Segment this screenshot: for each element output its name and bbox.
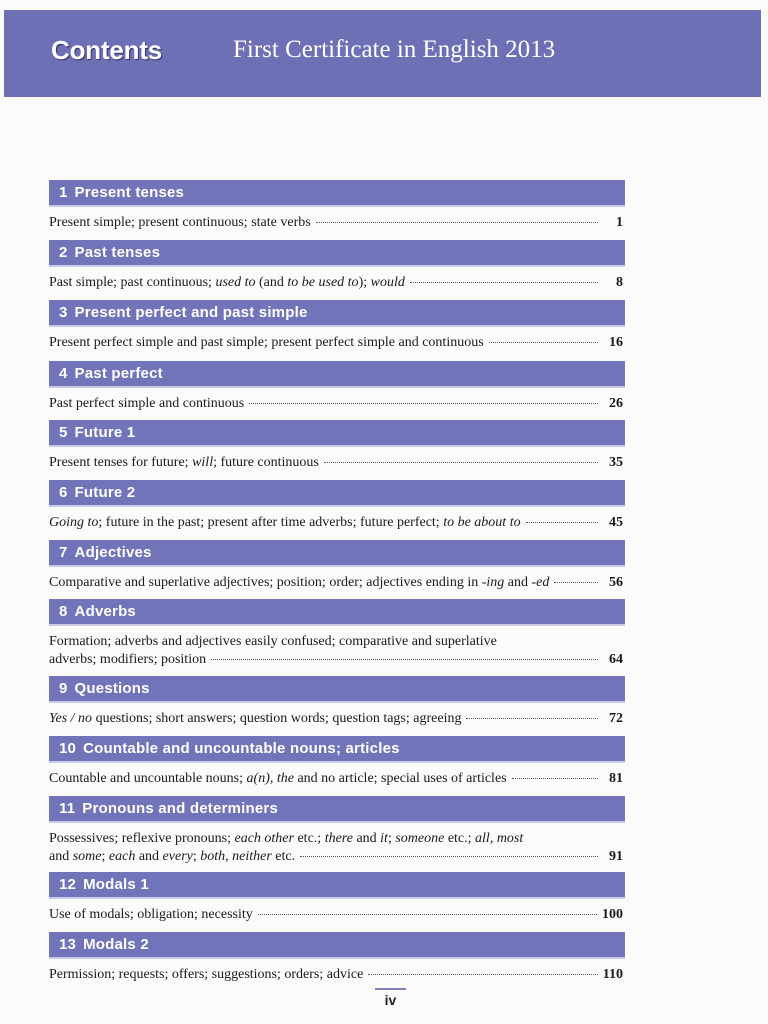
topic-line xyxy=(49,848,623,866)
page-reference[interactable]: 110 xyxy=(602,967,623,982)
topic-term: will xyxy=(192,455,214,470)
unit-topics xyxy=(49,334,625,352)
topic-term: Going to xyxy=(49,515,99,530)
unit-topics xyxy=(49,710,625,728)
topic-text xyxy=(49,848,295,866)
unit-2 xyxy=(49,240,625,292)
page-reference[interactable]: 81 xyxy=(609,771,623,786)
topic-line xyxy=(49,830,623,848)
topic-term: -ing xyxy=(481,575,505,590)
unit-topics xyxy=(49,906,625,924)
dot-leader xyxy=(368,974,597,975)
topic-segment: Present simple; present continuous; state verbs xyxy=(49,215,311,230)
page-number: iv xyxy=(375,988,406,1008)
unit-heading[interactable] xyxy=(49,736,625,761)
unit-heading[interactable] xyxy=(49,420,625,445)
unit-title: Questions xyxy=(74,680,150,697)
unit-7 xyxy=(49,540,625,592)
dot-leader xyxy=(300,856,598,857)
unit-number: 13 xyxy=(59,936,77,953)
unit-heading[interactable] xyxy=(49,599,625,624)
unit-topics xyxy=(49,395,625,413)
dot-leader xyxy=(211,659,598,660)
topic-term: both, neither xyxy=(200,849,272,864)
page-reference[interactable]: 16 xyxy=(609,335,623,350)
topic-term: each other xyxy=(234,831,294,846)
page-reference[interactable]: 45 xyxy=(609,515,623,530)
unit-1 xyxy=(49,180,625,232)
topic-line xyxy=(49,633,623,651)
dot-leader xyxy=(316,222,598,223)
unit-title: Past perfect xyxy=(74,365,163,382)
unit-topics xyxy=(49,966,625,984)
unit-title: Pronouns and determiners xyxy=(82,800,278,817)
unit-heading[interactable] xyxy=(49,796,625,821)
dot-leader xyxy=(512,778,598,779)
unit-number: 4 xyxy=(59,365,68,382)
topic-line xyxy=(49,966,623,984)
topic-segment: and xyxy=(352,831,381,846)
page-reference[interactable]: 91 xyxy=(609,849,623,864)
unit-heading[interactable] xyxy=(49,676,625,701)
topic-segment: questions; short answers; question words; question tags; agreeing xyxy=(92,711,462,726)
topic-text xyxy=(49,514,521,532)
topic-segment: , xyxy=(269,771,277,786)
unit-topics xyxy=(49,454,625,472)
unit-heading[interactable] xyxy=(49,540,625,565)
dot-leader xyxy=(466,718,598,719)
unit-number: 9 xyxy=(59,680,68,697)
topic-text xyxy=(49,334,484,352)
topic-line xyxy=(49,770,623,788)
topic-line xyxy=(49,334,623,352)
unit-topics xyxy=(49,514,625,532)
unit-5 xyxy=(49,420,625,472)
page-header xyxy=(4,10,761,97)
topic-segment: ; xyxy=(192,849,201,864)
unit-topics xyxy=(49,574,625,592)
topic-term: every xyxy=(162,849,193,864)
topic-line xyxy=(49,214,623,232)
topic-segment: ); xyxy=(358,275,371,290)
unit-heading[interactable] xyxy=(49,300,625,325)
topic-segment: Countable and uncountable nouns; xyxy=(49,771,247,786)
unit-topics xyxy=(49,633,625,669)
unit-number: 3 xyxy=(59,304,68,321)
topic-segment: Permission; requests; offers; suggestions; orders; advice xyxy=(49,967,364,982)
page-reference[interactable]: 26 xyxy=(609,396,623,411)
unit-number: 12 xyxy=(59,876,77,893)
topic-segment: Present perfect simple and past simple; present perfect simple and continuous xyxy=(49,335,484,350)
unit-13 xyxy=(49,932,625,984)
topic-term: it xyxy=(380,831,388,846)
unit-number: 11 xyxy=(59,800,76,817)
dot-leader xyxy=(410,282,598,283)
dot-leader xyxy=(489,342,598,343)
topic-segment: and xyxy=(504,575,532,590)
topic-segment: etc. xyxy=(271,849,296,864)
unit-9 xyxy=(49,676,625,728)
topic-line xyxy=(49,906,623,924)
unit-number: 5 xyxy=(59,424,68,441)
unit-6 xyxy=(49,480,625,532)
topic-term: all, most xyxy=(475,831,524,846)
unit-title: Modals 2 xyxy=(83,936,149,953)
unit-topics xyxy=(49,830,625,866)
unit-title: Past tenses xyxy=(74,244,161,261)
topic-segment: Comparative and superlative adjectives; position; order; adjectives ending in xyxy=(49,575,482,590)
topic-term: there xyxy=(324,831,353,846)
topic-text xyxy=(49,395,244,413)
topic-text xyxy=(49,574,549,592)
book-title: First Certificate in English 2013 xyxy=(233,36,556,63)
unit-heading[interactable] xyxy=(49,361,625,386)
unit-4 xyxy=(49,361,625,413)
unit-number: 6 xyxy=(59,484,68,501)
topic-segment: Possessives; reflexive pronouns; xyxy=(49,831,235,846)
page-reference[interactable]: 8 xyxy=(616,275,623,290)
topic-text xyxy=(49,454,319,472)
topic-text xyxy=(49,214,311,232)
topic-segment: Formation; adverbs and adjectives easily confused; comparative and superlative xyxy=(49,634,497,649)
topic-segment: ; xyxy=(387,831,396,846)
unit-number: 10 xyxy=(59,740,77,757)
topic-term: would xyxy=(370,275,405,290)
topic-segment: etc.; xyxy=(293,831,325,846)
topic-text xyxy=(49,710,461,728)
unit-title: Future 1 xyxy=(74,424,136,441)
topic-text xyxy=(49,770,507,788)
contents-title: Contents xyxy=(51,35,163,65)
unit-number: 7 xyxy=(59,544,68,561)
topic-term: to be about to xyxy=(443,515,521,530)
dot-leader xyxy=(554,582,598,583)
dot-leader xyxy=(249,403,598,404)
page-reference[interactable]: 56 xyxy=(609,575,623,590)
unit-title: Countable and uncountable nouns; articles xyxy=(83,740,400,757)
topic-term: to be used to xyxy=(287,275,359,290)
unit-title: Modals 1 xyxy=(83,876,149,893)
unit-number: 1 xyxy=(59,184,68,201)
topic-term: used to xyxy=(215,275,256,290)
page-reference[interactable]: 100 xyxy=(602,907,623,922)
topic-segment: and xyxy=(135,849,163,864)
unit-title: Present perfect and past simple xyxy=(74,304,308,321)
topic-term: -ed xyxy=(531,575,550,590)
page-reference[interactable]: 72 xyxy=(609,711,623,726)
topic-text xyxy=(49,830,523,848)
topic-line xyxy=(49,454,623,472)
topic-term: a(n) xyxy=(246,771,270,786)
topic-segment: and no article; special uses of articles xyxy=(293,771,507,786)
unit-heading[interactable] xyxy=(49,932,625,957)
topic-segment: (and xyxy=(255,275,288,290)
topic-term: each xyxy=(108,849,136,864)
unit-topics xyxy=(49,214,625,232)
topic-segment: ; future in the past; present after time adverbs; future perfect; xyxy=(98,515,444,530)
unit-title: Adjectives xyxy=(74,544,152,561)
unit-8 xyxy=(49,599,625,669)
topic-term: some xyxy=(72,849,102,864)
topic-segment: ; xyxy=(101,849,109,864)
unit-11 xyxy=(49,796,625,866)
dot-leader xyxy=(258,914,597,915)
dot-leader xyxy=(324,462,598,463)
topic-segment: adverbs; modifiers; position xyxy=(49,652,207,667)
unit-topics xyxy=(49,274,625,292)
unit-title: Present tenses xyxy=(74,184,185,201)
topic-line xyxy=(49,710,623,728)
unit-number: 8 xyxy=(59,603,68,620)
topic-text xyxy=(49,651,206,669)
page-reference[interactable]: 64 xyxy=(609,652,623,667)
topic-line xyxy=(49,274,623,292)
topic-text xyxy=(49,906,253,924)
unit-title: Adverbs xyxy=(74,603,136,620)
topic-segment: ; future continuous xyxy=(213,455,319,470)
unit-number: 2 xyxy=(59,244,68,261)
unit-3 xyxy=(49,300,625,352)
unit-heading[interactable] xyxy=(49,872,625,897)
page-reference[interactable]: 35 xyxy=(609,455,623,470)
unit-topics xyxy=(49,770,625,788)
unit-heading[interactable] xyxy=(49,180,625,205)
topic-term: someone xyxy=(395,831,445,846)
topic-segment: Present tenses for future; xyxy=(49,455,193,470)
topic-text xyxy=(49,274,405,292)
topic-text xyxy=(49,966,363,984)
page-reference[interactable]: 1 xyxy=(616,215,623,230)
topic-line xyxy=(49,395,623,413)
topic-line xyxy=(49,651,623,669)
unit-title: Future 2 xyxy=(74,484,136,501)
topic-segment: Use of modals; obligation; necessity xyxy=(49,907,253,922)
topic-line xyxy=(49,514,623,532)
topic-segment: etc.; xyxy=(444,831,476,846)
unit-heading[interactable] xyxy=(49,480,625,505)
unit-heading[interactable] xyxy=(49,240,625,265)
topic-term: the xyxy=(276,771,294,786)
topic-text xyxy=(49,633,497,651)
topic-line xyxy=(49,574,623,592)
topic-segment: Past simple; past continuous; xyxy=(49,275,216,290)
topic-term: Yes / no xyxy=(49,711,93,726)
unit-10 xyxy=(49,736,625,788)
topic-segment: Past perfect simple and continuous xyxy=(49,396,245,411)
topic-segment: and xyxy=(49,849,73,864)
dot-leader xyxy=(526,522,598,523)
unit-12 xyxy=(49,872,625,924)
